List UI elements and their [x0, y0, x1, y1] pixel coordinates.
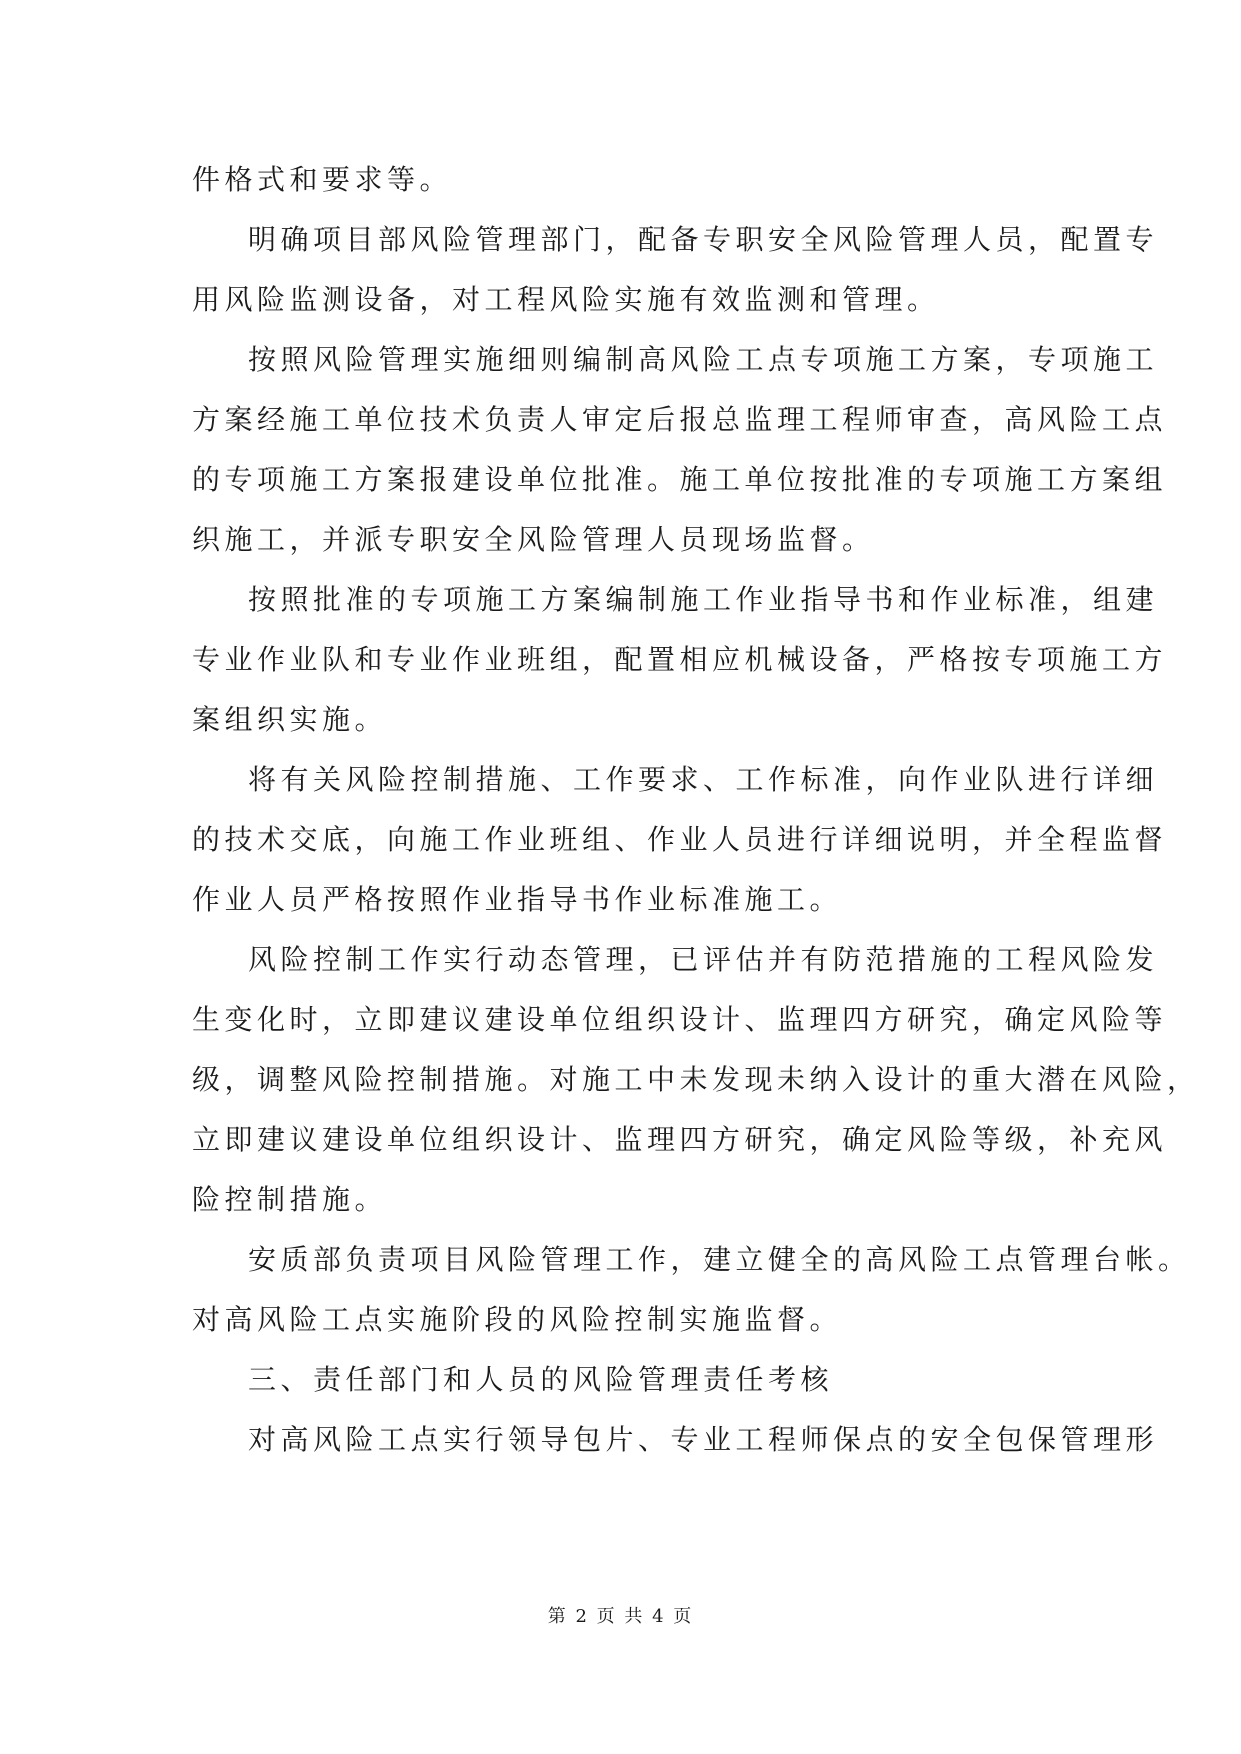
text-line: 的技术交底，向施工作业班组、作业人员进行详细说明，并全程监督	[192, 823, 1168, 856]
text-line: 按照批准的专项施工方案编制施工作业指导书和作业标准，组建	[248, 583, 1159, 616]
text-line: 立即建议建设单位组织设计、监理四方研究，确定风险等级，补充风	[192, 1123, 1168, 1156]
text-line: 将有关风险控制措施、工作要求、工作标准，向作业队进行详细	[248, 763, 1159, 796]
text-line: 级，调整风险控制措施。对施工中未发现未纳入设计的重大潜在风险，	[192, 1063, 1200, 1096]
text-line: 险控制措施。	[192, 1183, 388, 1216]
page-footer: 第 2 页 共 4 页	[547, 1606, 694, 1627]
text-line: 方案经施工单位技术负责人审定后报总监理工程师审查，高风险工点	[192, 403, 1168, 436]
text-line: 风险控制工作实行动态管理，已评估并有防范措施的工程风险发	[248, 943, 1159, 976]
text-line: 按照风险管理实施细则编制高风险工点专项施工方案，专项施工	[248, 343, 1159, 376]
text-line: 三、责任部门和人员的风险管理责任考核	[248, 1363, 834, 1396]
text-line: 的专项施工方案报建设单位批准。施工单位按批准的专项施工方案组	[192, 463, 1168, 496]
text-line: 专业作业队和专业作业班组，配置相应机械设备，严格按专项施工方	[192, 643, 1168, 676]
text-line: 对高风险工点实施阶段的风险控制实施监督。	[192, 1303, 843, 1336]
text-line: 织施工，并派专职安全风险管理人员现场监督。	[192, 523, 875, 556]
text-line: 对高风险工点实行领导包片、专业工程师保点的安全包保管理形	[248, 1423, 1159, 1456]
text-line: 安质部负责项目风险管理工作，建立健全的高风险工点管理台帐。	[248, 1243, 1191, 1276]
text-line: 作业人员严格按照作业指导书作业标准施工。	[192, 883, 843, 916]
text-line: 件格式和要求等。	[192, 163, 453, 196]
text-line: 案组织实施。	[192, 703, 388, 736]
text-line: 生变化时，立即建议建设单位组织设计、监理四方研究，确定风险等	[192, 1003, 1168, 1036]
text-line: 明确项目部风险管理部门，配备专职安全风险管理人员，配置专	[248, 223, 1159, 256]
document-body	[192, 150, 1200, 1470]
text-line: 用风险监测设备，对工程风险实施有效监测和管理。	[192, 283, 940, 316]
